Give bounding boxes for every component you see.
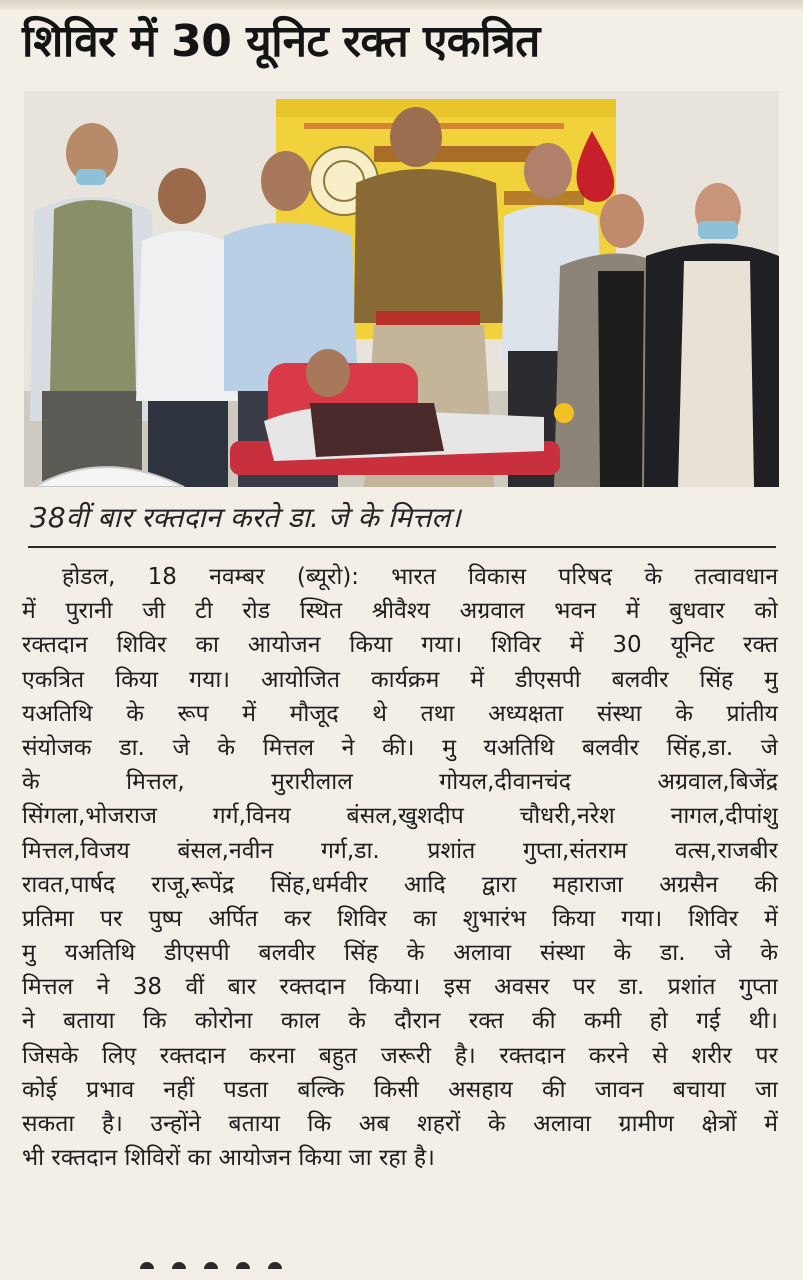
article-line: मित्तल ने 38 वीं बार रक्तदान किया। इस अवसर पर डा. प्रशांत गुप्ता	[22, 974, 778, 1001]
photo-caption: 38वीं बार रक्तदान करते डा. जे के मित्तल।	[30, 501, 461, 534]
article-body	[22, 560, 778, 1175]
article-line: संयोजक डा. जे के मित्तल ने की। मु यअतिथि बलवीर सिंह,डा. जे	[22, 734, 778, 761]
article-line: जिसके लिए रक्तदान करना बहुत जरूरी है। रक्तदान करने से शरीर पर	[22, 1042, 778, 1069]
article-line: सकता है। उन्होंने बताया कि अब शहरों के अलावा ग्रामीण क्षेत्रों में	[22, 1111, 778, 1137]
article-line: होडल, 18 नवम्बर (ब्यूरो): भारत विकास परिषद के तत्वावधान	[62, 564, 778, 590]
article-line: सिंगला,भोजराज गर्ग,विनय बंसल,खुशदीप चौधरी,नरेश नागल,दीपांशु	[22, 803, 778, 830]
article-line: ने बताया कि कोरोना काल के दौरान रक्त की कमी हो गई थी।	[22, 1008, 778, 1035]
article-line: कोई प्रभाव नहीं पडता बल्कि किसी असहाय की जावन बचाया जा	[22, 1076, 778, 1103]
cropped-previous-text-strip	[0, 0, 803, 10]
article-line: रक्तदान शिविर का आयोजन किया गया। शिविर में 30 यूनिट रक्त	[22, 632, 778, 659]
article-line: एकत्रित किया गया। आयोजित कार्यक्रम में डीएसपी बलवीर सिंह मु	[22, 666, 778, 693]
article-line: यअतिथि के रूप में मौजूद थे तथा अध्यक्षता संस्था के प्रांतीय	[22, 700, 778, 727]
article-line: मु यअतिथि डीएसपी बलवीर सिंह के अलावा संस्था के डा. जे के	[22, 940, 778, 967]
news-photo	[24, 91, 779, 487]
article-line: रावत,पार्षद राजू,रूपेंद्र सिंह,धर्मवीर आदि द्वारा महाराजा अग्रसैन की	[22, 871, 778, 898]
article-line: प्रतिमा पर पुष्प अर्पित कर शिविर का शुभारंभ किया गया। शिविर में	[22, 905, 778, 932]
cropped-next-headline	[140, 1262, 340, 1280]
headline: शिविर में 30 यूनिट रक्त एकत्रित	[22, 16, 540, 67]
article-line: में पुरानी जी टी रोड स्थित श्रीवैश्य अग्रवाल भवन में बुधवार को	[22, 598, 778, 625]
article-line: मित्तल,विजय बंसल,नवीन गर्ग,डा. प्रशांत गुप्ता,संतराम वत्स,राजबीर	[22, 837, 778, 864]
article-line: के मित्तल, मुरारीलाल गोयल,दीवानचंद अग्रवाल,बिजेंद्र	[22, 769, 778, 796]
article-line: भी रक्तदान शिविरों का आयोजन किया जा रहा है।	[22, 1145, 435, 1172]
divider	[28, 546, 776, 548]
